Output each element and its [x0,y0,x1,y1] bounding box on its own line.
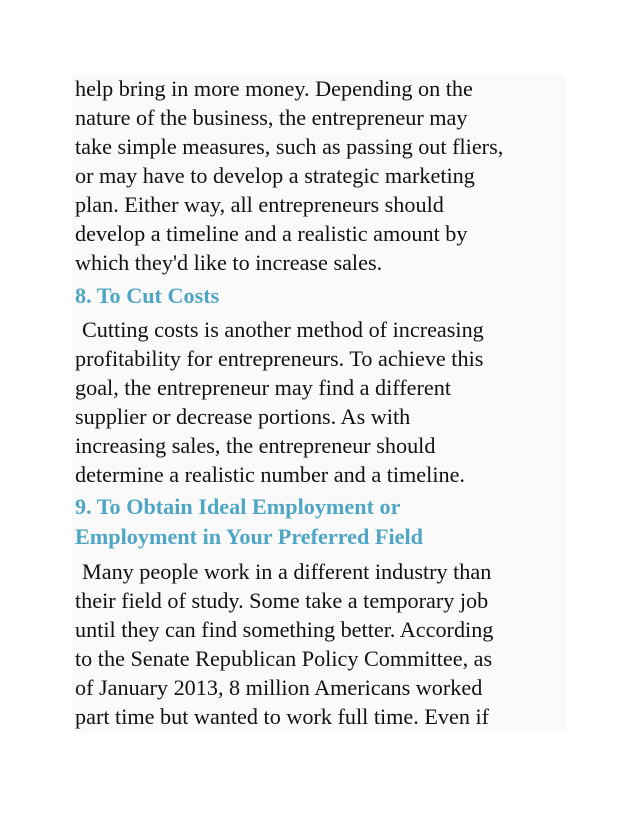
section-9-heading-line-1: 9. To Obtain Ideal Employment or [75,494,401,519]
intro-line-3: take simple measures, such as passing out fliers, [75,134,504,159]
section-8-line-4: supplier or decrease portions. As with [75,404,411,429]
section-9-line-4: to the Senate Republican Policy Committee, as [75,646,493,671]
text-block [72,74,566,732]
section-9-line-2: their field of study. Some take a temporary job [75,588,489,613]
intro-line-4: or may have to develop a strategic marketing [75,163,475,188]
intro-line-2: nature of the business, the entrepreneur may [75,105,468,130]
section-9-heading-line-2: Employment in Your Preferred Field [75,524,423,549]
section-8-line-6: determine a realistic number and a timeline. [75,462,465,487]
intro-line-6: develop a timeline and a realistic amount by [75,221,468,246]
section-8-line-5: increasing sales, the entrepreneur should [75,433,436,458]
intro-line-5: plan. Either way, all entrepreneurs should [75,192,444,217]
section-9-line-6: part time but wanted to work full time. Even if [75,704,490,729]
intro-line-1: help bring in more money. Depending on the [75,76,473,101]
section-8-line-3: goal, the entrepreneur may find a different [75,375,451,400]
section-9-line-5: of January 2013, 8 million Americans worked [75,675,483,700]
intro-line-7: which they'd like to increase sales. [75,250,383,275]
section-8-line-2: profitability for entrepreneurs. To achieve this [75,346,484,371]
section-9-line-3: until they can find something better. According [75,617,494,642]
section-8-line-1: Cutting costs is another method of increasing [82,317,484,342]
section-9-line-1: Many people work in a different industry than [82,559,492,584]
section-8-heading: 8. To Cut Costs [75,283,220,308]
